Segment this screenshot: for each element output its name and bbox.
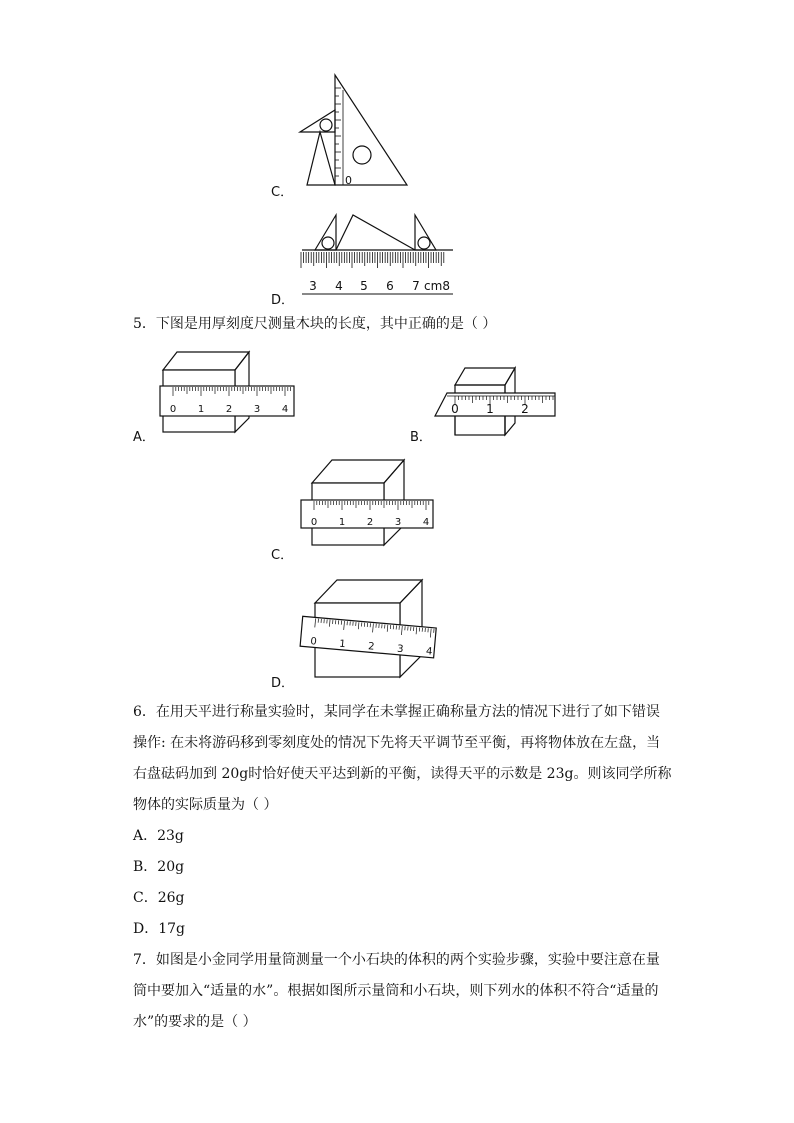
ruler-label: 4 [425, 646, 433, 658]
q5-figure-a [157, 348, 297, 433]
q7-line-3: 水”的要求的是（ ） [133, 1014, 257, 1030]
ruler-label: 2 [367, 641, 375, 653]
ruler-label: 7 [412, 279, 420, 293]
ruler-label: 3 [396, 643, 404, 656]
q4-figure-d [298, 210, 458, 300]
q6-option-d[interactable]: D．17g [133, 921, 186, 937]
set-square-scale [335, 88, 341, 176]
q6-line-3: 右盘砝码加到 20g时恰好使天平达到新的平衡，读得天平的示数是 23g。则该同学所称 [133, 766, 672, 782]
ruler-label: 1 [338, 517, 346, 528]
q5-figure-b [435, 363, 560, 438]
q5-option-d[interactable]: D． [271, 676, 295, 691]
d-ruler-labels [309, 279, 450, 293]
q7-stem [133, 945, 660, 1038]
ruler-label: 4 [281, 404, 289, 415]
ruler-label: cm8 [424, 279, 450, 293]
q4-option-d-label: D． [271, 293, 295, 308]
ruler-label: 5 [360, 279, 368, 293]
q5-option-c[interactable]: C． [271, 548, 294, 563]
ruler-label: 2 [225, 404, 233, 415]
ruler-label: 0 [310, 517, 318, 528]
ruler-label: 2 [366, 517, 374, 528]
q6-option-b[interactable]: B．20g [133, 859, 185, 875]
ruler-label: 2 [521, 402, 529, 416]
q6-stem [133, 697, 671, 821]
q6-line-4: 物体的实际质量为（ ） [133, 797, 278, 813]
q5-figure-c [298, 457, 438, 549]
q6-options [133, 821, 185, 945]
ruler-label: 1 [486, 402, 494, 416]
ruler-label: 1 [338, 638, 347, 651]
big-set-square [335, 75, 407, 185]
ruler-label: 3 [394, 517, 402, 528]
ruler-label: 4 [335, 279, 343, 293]
d-ruler-ticks [301, 252, 444, 268]
ruler-label: 3 [309, 279, 317, 293]
q4-option-c-label: C． [271, 185, 294, 200]
c-zero-label: 0 [345, 174, 352, 187]
ruler-label: 4 [422, 517, 430, 528]
q5-option-b[interactable]: B． [410, 430, 432, 445]
q7-line-2: 筒中要加入“适量的水”。根据如图所示量筒和小石块，则下列水的体积不符合“适量的 [133, 983, 659, 999]
q4-figure-c [295, 70, 425, 195]
ruler-label: 6 [386, 279, 394, 293]
q6-line-2: 操作: 在未将游码移到零刻度处的情况下先将天平调节至平衡，再将物体放在左盘，当 [133, 735, 661, 751]
q6-option-c[interactable]: C．26g [133, 890, 185, 906]
q5-figure-d [297, 577, 442, 682]
ruler-label: 0 [309, 636, 318, 648]
ruler-label: 1 [197, 404, 205, 415]
q6-option-a[interactable]: A．23g [133, 828, 184, 844]
ruler-label: 0 [451, 402, 459, 416]
ruler-label: 3 [253, 404, 261, 415]
q5-stem: 5．下图是用厚刻度尺测量木块的长度，其中正确的是（ ） [133, 316, 497, 332]
q6-line-1: 6．在用天平进行称量实验时，某同学在未掌握正确称量方法的情况下进行了如下错误 [133, 704, 660, 720]
ruler-label: 0 [169, 404, 177, 415]
q5-option-a[interactable]: A． [133, 430, 155, 445]
q7-line-1: 7．如图是小金同学用量筒测量一个小石块的体积的两个实验步骤，实验中要注意在量 [133, 952, 660, 968]
